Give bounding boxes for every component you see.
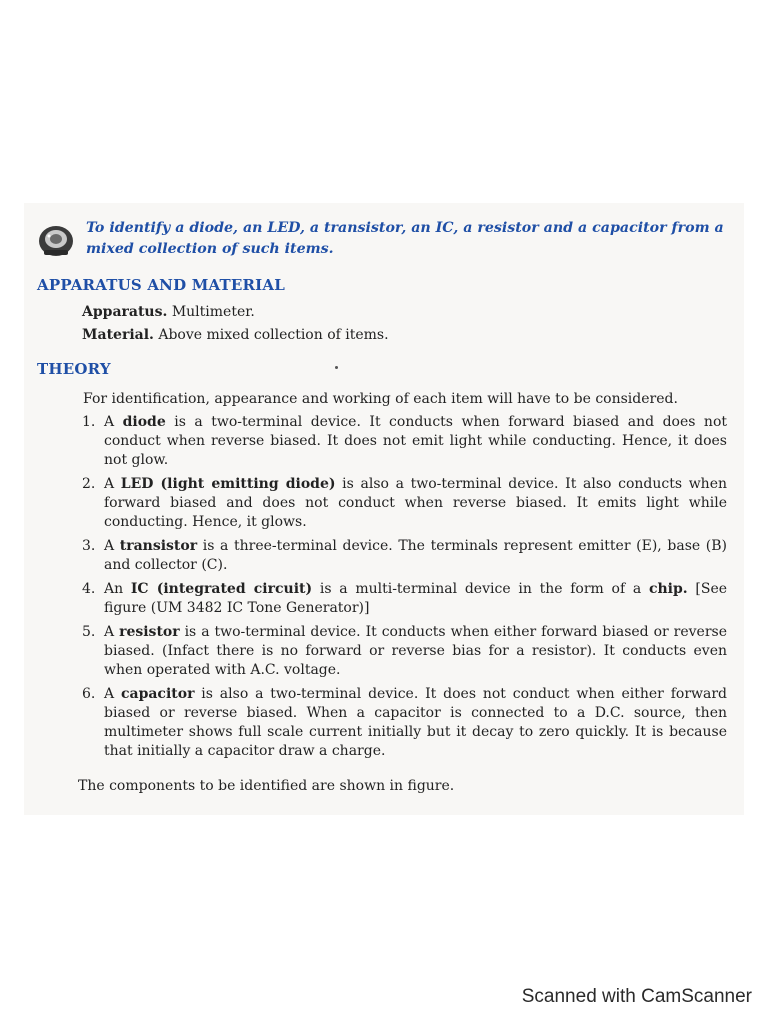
item-post: is also a two-terminal device. It does not conduct when either forward biased or reverse biased. When a capacitor is connected to a D.C. source, then multimeter shows full scale current initially but it decay to zero quickly. It is because that initially a capacitor draw a charge. (104, 686, 727, 759)
item-term: transistor (119, 538, 198, 554)
list-item (82, 537, 727, 575)
item-pre: A (104, 476, 121, 492)
item-term: diode (122, 414, 166, 430)
list-item (82, 413, 727, 470)
list-item (82, 580, 727, 618)
item-pre: An (104, 581, 131, 597)
item-post: is also a two-terminal device. It also conducts when forward biased and does not conduct when reverse biased. It emits light while conducting. Hence, it glows. (104, 476, 728, 530)
aim-statement: To identify a diode, an LED, a transistor, an IC, a resistor and a capacitor from a mixed collection of such items. (86, 220, 724, 257)
apparatus-label: Apparatus. (82, 304, 168, 320)
material-value: Above mixed collection of items. (158, 327, 389, 343)
item-text (104, 475, 727, 532)
stray-dot (335, 366, 338, 369)
item-text (104, 537, 727, 575)
item-number: 3. (82, 538, 96, 554)
item-number: 6. (82, 686, 96, 702)
item-term: IC (integrated circuit) (130, 581, 313, 597)
apparatus-value: Multimeter. (171, 304, 255, 320)
item-post-ref: [See figure (UM 3482 IC Tone Generator)] (104, 581, 728, 616)
apparatus-heading: APPARATUS AND MATERIAL (37, 276, 285, 294)
item-term: LED (light emitting diode) (120, 476, 336, 492)
item-text (104, 623, 727, 680)
item-pre: A (104, 624, 120, 640)
material-label: Material. (82, 327, 154, 343)
item-pre: A (104, 686, 121, 702)
item-number: 1. (82, 414, 96, 430)
item-post: is a two-terminal device. It conducts when either forward biased or reverse biased. (Infact there is no forward or reverse bias for a resistor). It conducts even when operated with A.C. voltage. (104, 624, 728, 678)
item-text (104, 413, 727, 470)
item-number: 4. (82, 581, 96, 597)
list-item (82, 685, 727, 761)
list-item (82, 623, 727, 680)
list-item (82, 475, 727, 532)
apparatus-line (82, 304, 255, 320)
item-text (104, 580, 727, 618)
item-term: resistor (119, 624, 180, 640)
closing-note: The components to be identified are shown in figure. (78, 778, 455, 794)
compass-device-icon (36, 220, 76, 260)
theory-intro: For identification, appearance and working of each item will have to be considered. (83, 391, 678, 407)
item-post: is a three-terminal device. The terminals represent emitter (E), base (B) and collector (C). (104, 538, 728, 573)
material-line (82, 327, 389, 343)
camscanner-watermark: Scanned with CamScanner (521, 986, 752, 1007)
item-text (104, 685, 727, 761)
item-post: is a two-terminal device. It conducts when forward biased and does not conduct when reverse biased. It does not emit light while conducting. Hence, it does not glow. (104, 414, 727, 468)
component-list (82, 413, 727, 766)
item-term-chip: chip. (648, 581, 688, 597)
item-term: capacitor (120, 686, 195, 702)
aim-block (36, 218, 736, 260)
item-pre: A (104, 414, 123, 430)
item-post: is a multi-terminal device in the form of a (312, 581, 649, 597)
item-number: 2. (82, 476, 96, 492)
item-pre: A (104, 538, 120, 554)
theory-heading: THEORY (37, 360, 111, 378)
item-number: 5. (82, 624, 96, 640)
